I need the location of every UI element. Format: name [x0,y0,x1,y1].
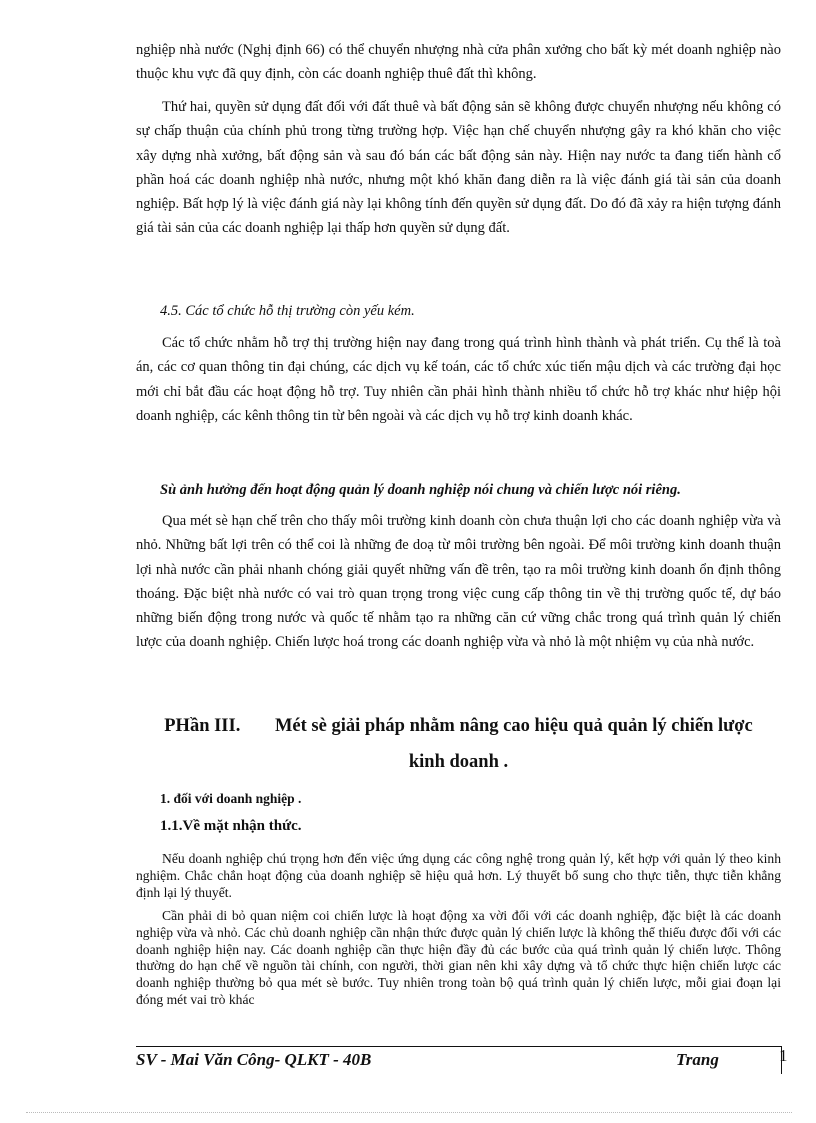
section-1-1-heading: 1.1.Về mặt nhận thức. [160,818,302,834]
footer-author: SV - Mai Văn Công- QLKT - 40B [136,1050,372,1069]
paragraph-support-organizations: Các tổ chức nhằm hỗ trợ thị trường hiện nay đang trong quá trình hình thành và phát triển. Cụ thể là toà án, các cơ quan thông tin đại chúng, các dịch vụ kế toán, các tổ chức xúc tiến mậu dịch và các trường đại học mới chỉ bắt đầu các hoạt động hỗ trợ. Tuy nhiên cần phải hình thành nhiều tổ chức hỗ trợ khác như hiệp hội doanh nghiệp, các kênh thông tin từ bên ngoài và các dịch vụ hỗ trợ kinh doanh khác. [136,335,781,424]
paragraph-land-use: Thứ hai, quyền sử dụng đất đối với đất thuê và bất động sản sẽ không được chuyển nhượng nếu không có sự chấp thuận của chính phủ trong từng trường hợp. Việc hạn chế chuyển nhượng gây ra khó khăn cho việc xây dựng nhà xưởng, bất động sản và sau đó bán các bất động sản này. Hiện nay nước ta đang tiến hành cổ phần hoá các doanh nghiệp nhà nước, nhưng một khó khăn đang diễn ra là việc đánh giá tài sản của doanh nghiệp. Bất hợp lý là việc đánh giá này lại không tính đến quyền sử dụng đất. Do đó đã xảy ra hiện tượng đánh giá tài sản của các doanh nghiệp lại thấp hơn quyền sử dụng đất. [136,99,781,237]
paragraph-environment: Qua mét sè hạn chế trên cho thấy môi trường kinh doanh còn chưa thuận lợi cho các doanh nghiệp vừa và nhỏ. Những bất lợi trên có thể coi là những đe doạ từ môi trường bên ngoài. Để môi trường kinh doanh thuận lợi nhà nước cần phải nhanh chóng giải quyết những vấn đề trên, tạo ra môi trường kinh doanh ổn định thông thoáng. Đặc biệt nhà nước có vai trò quan trọng trong việc cung cấp thông tin về thị trường quốc tế, dự báo những biến động trong nước và quốc tế nhằm tạo ra những căn cứ vững chắc trong quá trình quản lý chiến lược của doanh nghiệp. Chiến lược hoá trong các doanh nghiệp vừa và nhỏ là một nhiệm vụ của nhà nước. [136,513,781,651]
footer-trang: Trang [676,1050,719,1069]
part-3-label: PHần III. [164,716,241,736]
page-number: 1 [779,1046,788,1065]
paragraph-top: nghiệp nhà nước (Nghị định 66) có thể chuyển nhượng nhà cửa phân xưởng cho bất kỳ mét doanh nghiệp nào thuộc khu vực đã quy định, còn các doanh nghiệp thuê đất thì không. [136,42,781,83]
part-3-title-line2: kinh doanh . [408,752,509,772]
heading-influence: Sù ảnh hưởng đến hoạt động quản lý doanh nghiệp nói chung và chiến lược nói riêng. [160,482,681,498]
heading-4-5: 4.5. Các tổ chức hỗ thị trường còn yếu kém. [160,303,415,319]
paragraph-awareness-b: Cần phải di bỏ quan niệm coi chiến lược là hoạt động xa vời đối với các doanh nghiệp, đặc biệt là các doanh nghiệp vừa và nhỏ. Các chủ doanh nghiệp cần nhận thức được quản lý chiến lược là không thể thiếu được đối với các doanh nghiệp hiện nay. Các doanh nghiệp cần thực hiện đầy đủ các bước của quá trình quản lý chiến lược. Thông thường do hạn chế về nguồn tài chính, con người, thời gian nên khi xây dựng và tổ chức thực hiện chiến lược các doanh nghiệp thường bỏ qua mét sè bước. Tuy nhiên trong toàn bộ quá trình quản lý chiến lược, mỗi giai đoạn lại đóng mét vai trò khác [136,908,781,1007]
footer-rule [136,1046,781,1047]
part-3-title-line1: Mét sè giải pháp nhằm nâng cao hiệu quả quản lý chiến lược [274,716,753,736]
page-bottom-dotted-border [26,1112,792,1113]
part-3-title [136,716,781,737]
section-1-heading: 1. đối với doanh nghiệp . [160,791,302,806]
paragraph-awareness-a: Nếu doanh nghiệp chú trọng hơn đến việc ứng dụng các công nghệ trong quản lý, kết hợp với quản lý theo kinh nghiệm. Chắc chắn hoạt động của doanh nghiệp sẽ hiệu quả hơn. Lý thuyết bổ sung cho thực tiễn, thực tiễn khẳng định lại lý thuyết. [136,851,781,900]
